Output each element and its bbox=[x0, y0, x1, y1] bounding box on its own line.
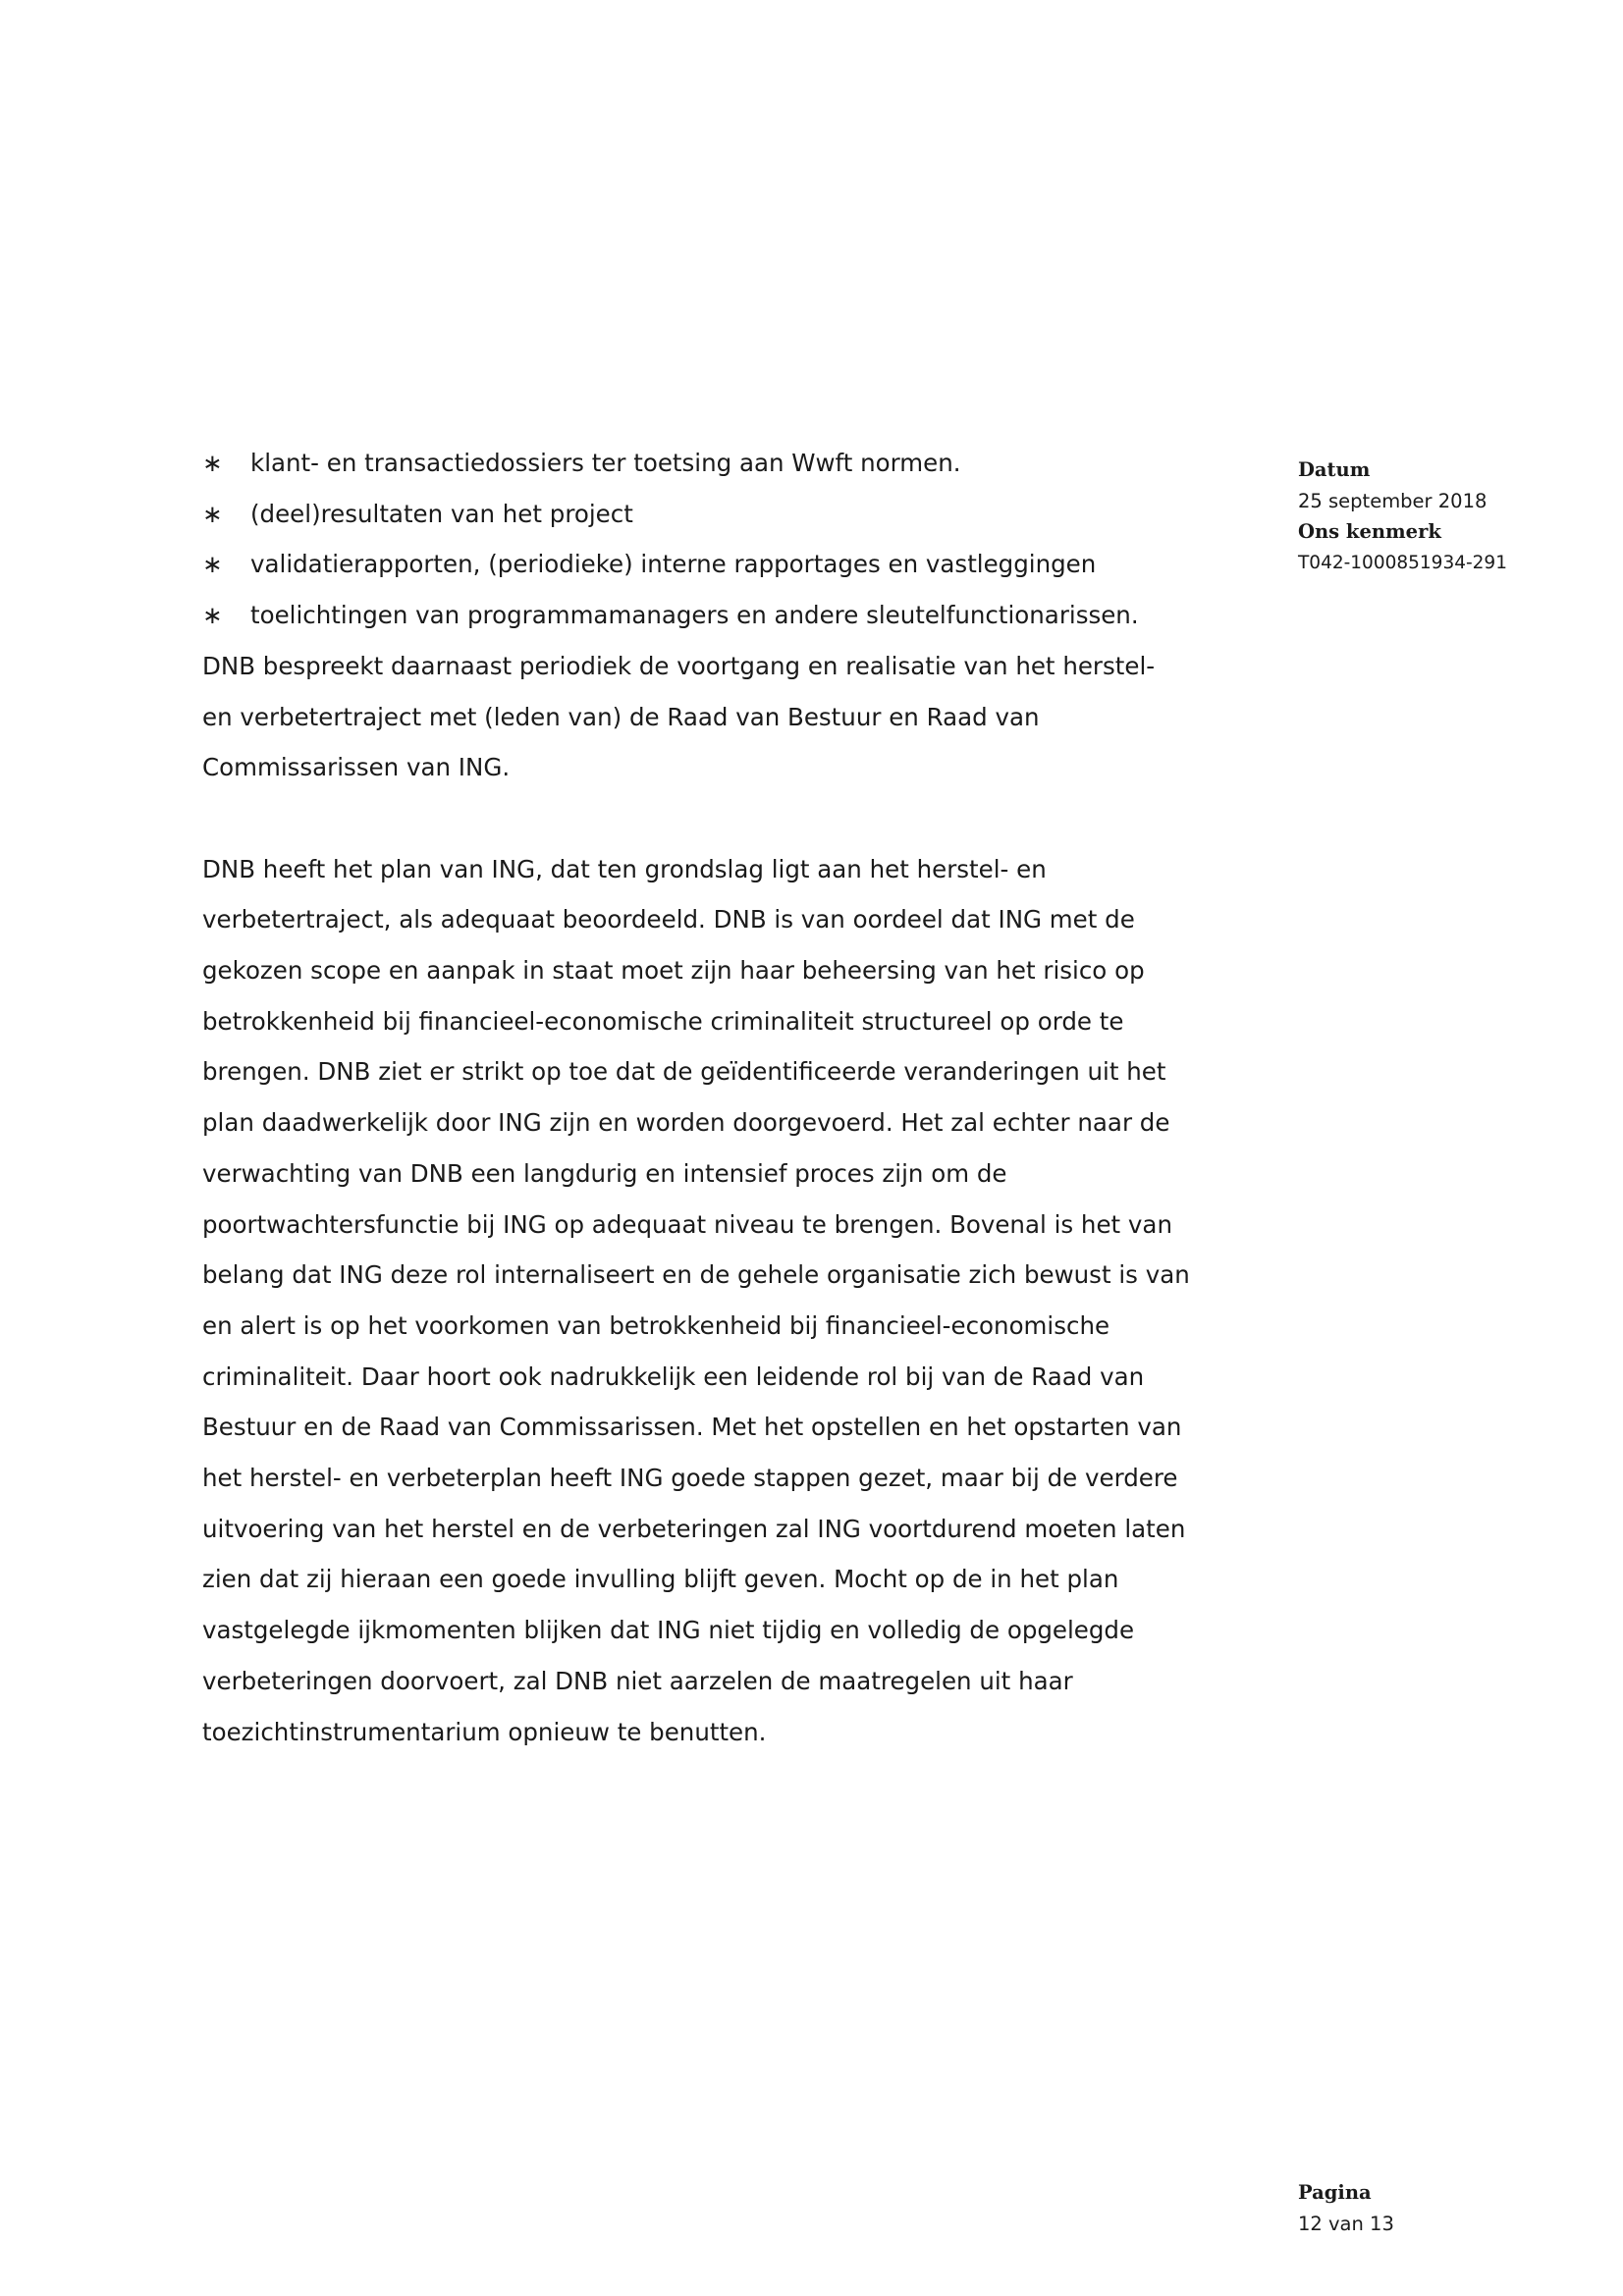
paragraph-supervision-discussion bbox=[202, 641, 1214, 793]
text-line: criminaliteit. Daar hoort ook nadrukkelijk een leidende rol bij van de Raad van bbox=[202, 1362, 1145, 1391]
text-line: uitvoering van het herstel en de verbeteringen zal ING voortdurend moeten laten bbox=[202, 1514, 1186, 1543]
text-line: brengen. DNB ziet er strikt op toe dat de geïdentificeerde veranderingen uit het bbox=[202, 1057, 1166, 1087]
date-value: 25 september 2018 bbox=[1298, 489, 1488, 512]
date-label: Datum bbox=[1298, 458, 1371, 481]
bullet-item bbox=[202, 489, 1214, 540]
text-line: gekozen scope en aanpak in staat moet zijn haar beheersing van het risico op bbox=[202, 956, 1145, 986]
text-line: en alert is op het voorkomen van betrokkenheid bij financieel-economische bbox=[202, 1310, 1110, 1340]
bullet-item bbox=[202, 438, 1214, 489]
bullet-list bbox=[202, 438, 1214, 641]
bullet-item bbox=[202, 590, 1214, 641]
bullet-marker: ∗ bbox=[202, 601, 223, 630]
bullet-text: (deel)resultaten van het project bbox=[250, 499, 633, 528]
bullet-text: toelichtingen van programmamanagers en andere sleutelfunctionarissen. bbox=[250, 601, 1139, 630]
bullet-marker: ∗ bbox=[202, 499, 223, 528]
bullet-marker: ∗ bbox=[202, 449, 223, 477]
bullet-marker: ∗ bbox=[202, 550, 223, 579]
text-line: toezichtinstrumentarium opnieuw te benutten. bbox=[202, 1717, 767, 1746]
letter-metadata-sidebar bbox=[1298, 454, 1593, 578]
page-number: 12 van 13 bbox=[1298, 2212, 1394, 2235]
reference-value: T042-1000851934-291 bbox=[1298, 552, 1507, 573]
text-line: Commissarissen van ING. bbox=[202, 753, 511, 782]
page-footer bbox=[1298, 2177, 1593, 2239]
text-line: DNB bespreekt daarnaast periodiek de voortgang en realisatie van het herstel- bbox=[202, 651, 1156, 680]
page-label: Pagina bbox=[1298, 2181, 1372, 2204]
bullet-text: klant- en transactiedossiers ter toetsing aan Wwft normen. bbox=[250, 449, 961, 477]
text-line: poortwachtersfunctie bij ING op adequaat niveau te brengen. Bovenal is het van bbox=[202, 1209, 1172, 1239]
bullet-item bbox=[202, 539, 1214, 590]
text-line: betrokkenheid bij financieel-economische criminaliteit structureel op orde te bbox=[202, 1006, 1124, 1036]
paragraph-assessment bbox=[202, 844, 1214, 1758]
text-line: plan daadwerkelijk door ING zijn en worden doorgevoerd. Het zal echter naar de bbox=[202, 1108, 1170, 1138]
text-line: Bestuur en de Raad van Commissarissen. Met het opstellen en het opstarten van bbox=[202, 1413, 1182, 1442]
text-line: verbeteringen doorvoert, zal DNB niet aarzelen de maatregelen uit haar bbox=[202, 1666, 1073, 1695]
text-line: zien dat zij hieraan een goede invulling blijft geven. Mocht op de in het plan bbox=[202, 1565, 1119, 1594]
text-line: vastgelegde ijkmomenten blijken dat ING niet tijdig en volledig de opgelegde bbox=[202, 1616, 1135, 1645]
text-line: DNB heeft het plan van ING, dat ten grondslag ligt aan het herstel- en bbox=[202, 854, 1047, 883]
text-line: belang dat ING deze rol internaliseert en de gehele organisatie zich bewust is van bbox=[202, 1260, 1190, 1290]
bullet-text: validatierapporten, (periodieke) interne rapportages en vastleggingen bbox=[250, 550, 1097, 579]
text-line: verwachting van DNB een langdurig en intensief proces zijn om de bbox=[202, 1158, 1007, 1188]
reference-label: Ons kenmerk bbox=[1298, 520, 1441, 543]
text-line: het herstel- en verbeterplan heeft ING goede stappen gezet, maar bij de verdere bbox=[202, 1464, 1178, 1493]
text-line: en verbetertraject met (leden van) de Raad van Bestuur en Raad van bbox=[202, 702, 1040, 731]
letter-body bbox=[202, 438, 1214, 1757]
text-line: verbetertraject, als adequaat beoordeeld. DNB is van oordeel dat ING met de bbox=[202, 905, 1135, 934]
